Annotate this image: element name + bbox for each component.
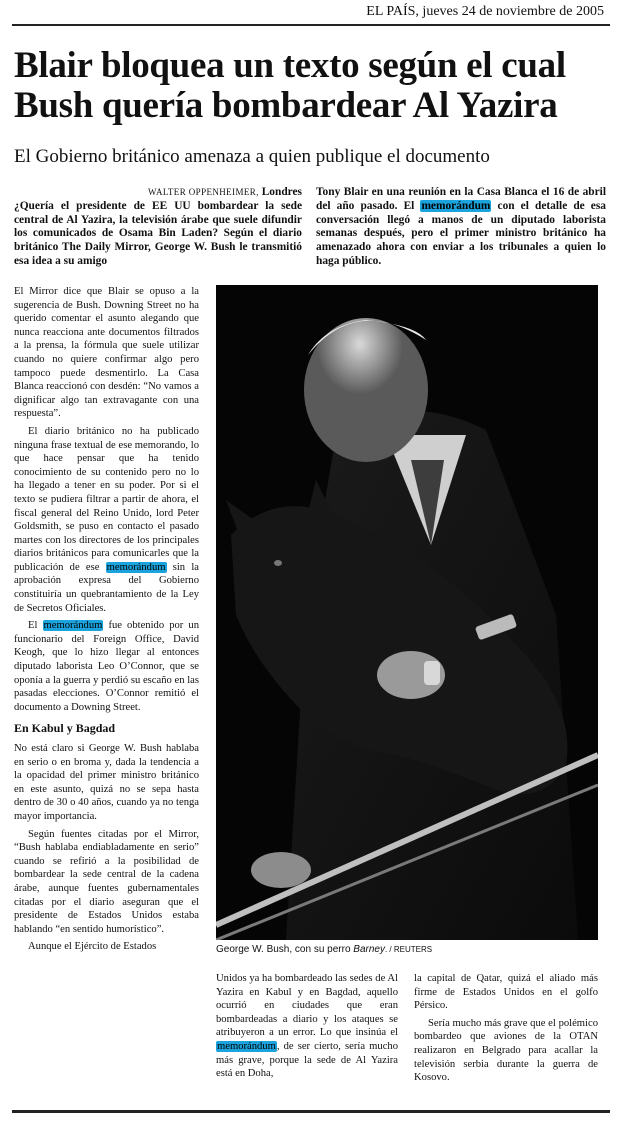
lead-left-text: ¿Quería el presidente de EE UU bombardear la sede central de Al Yazira, la televisión árabe que suele difundir los comunicados de Osama Bin Laden? Según el diario británico The Daily Mirror, George W. Bush le transmitió esa idea a su amigo [14, 199, 302, 267]
col2-paragraph-1 [216, 972, 398, 1081]
caption-text: George W. Bush, con su perro [216, 944, 351, 955]
headline [14, 46, 614, 126]
highlight-memorandum: memorándum [106, 561, 166, 573]
highlight-memorandum: memorándum [217, 1040, 276, 1052]
byline [14, 186, 302, 200]
highlight-memorandum: memorándum [43, 620, 103, 632]
col1-p2-text-2: sin la aprobación expresa del Gobierno constituiría un quebrantamiento de la Ley de Secretos Oficiales. [14, 561, 199, 614]
lead-right-text-2: con el detalle de esa conversación llegó a manos de un diputado laborista semanas después, pero el primer ministro británico ha amenazado ahora con enviar a los tribunales a quien lo haga público. [316, 199, 606, 267]
byline-location: Londres [261, 186, 302, 198]
masthead: EL PAÍS, jueves 24 de noviembre de 2005 [366, 4, 604, 19]
subheadline: El Gobierno británico amenaza a quien publique el documento [14, 146, 490, 167]
headline-line-1: Blair bloquea un texto según el cual [14, 45, 566, 86]
top-rule [12, 24, 610, 26]
lead-right-text-1: Tony Blair en una reunión en la Casa Blanca el 16 de abril del año pasado. El [316, 186, 606, 212]
col1-paragraph-2 [14, 425, 199, 615]
caption-dog-name: Barney [353, 944, 385, 955]
column-2 [216, 972, 398, 1085]
column-1 [14, 285, 199, 958]
col1-p2-text-1: El diario británico no ha publicado ninguna frase textual de ese memorando, lo que hace pensar que ha tenido conocimiento de su contenido pero no lo ha llegado a tener en su poder. Por si el texto se pudiera filtrar a partir de ahora, el fiscal general del Reino Unido, lord Peter Goldsmith, se puso en contacto el pasado martes con los directores de los principales diarios británicos para comunicarles que la publicación de ese [14, 425, 199, 573]
headline-line-2: Bush quería bombardear Al Yazira [14, 85, 558, 126]
col1-paragraph-5: Según fuentes citadas por el Mirror, “Bush hablaba endiabladamente en serio” cuando se refirió a la posibilidad de bombardear la sede central de la cadena árabe, aunque fuentes gubernamentales citadas por el diario aseguran que el presidente de Estados Unidos estaba hablando “en sentido humorístico”. [14, 828, 199, 935]
highlight-memorandum: memorándum [421, 199, 491, 212]
lead-right [316, 186, 606, 269]
caption-credit: . / REUTERS [384, 945, 433, 954]
col3-paragraph-2: Sería mucho más grave que el polémico bombardeo que aviones de la OTAN realizaron en Belgrado para acallar la televisión serbia durante la guerra de Kosovo. [414, 1017, 598, 1084]
col2-p1-text-1: Unidos ya ha bombardeado las sedes de Al Yazira en Kabul y en Bagdad, aquello ocurrió en ciudades que eran bombardeadas a diario y los ataques se atribuyeron a un error. Lo que insinúa el [216, 973, 398, 1039]
col1-paragraph-1: El Mirror dice que Blair se opuso a la sugerencia de Bush. Downing Street no ha querido comentar el asunto alegando que nunca reacciona ante documentos filtrados a la prensa, la fórmula que suele utilizar cuando no quiere confirmar algo pero tampoco puede desmentirlo. La Casa Blanca reaccionó con desdén: “No vamos a dignificar algo tan extravagante con una respuesta”. [14, 286, 199, 420]
bottom-rule [12, 1110, 610, 1113]
lead-left [14, 186, 302, 269]
byline-author: WALTER OPPENHEIMER, [148, 187, 259, 197]
col1-paragraph-6: Aunque el Ejército de Estados [28, 941, 157, 953]
news-photo [216, 285, 598, 940]
col1-p3-text-2: fue obtenido por un funcionario del Foreign Office, David Keogh, que lo hizo llegar al entonces diputado laborista Leo O’Connor, que se oponía a la guerra y perdió su escaño en las pasadas elecciones. O’Connor remitió el documento a Downing Street. [14, 620, 200, 713]
photo-illustration [216, 285, 598, 940]
col3-paragraph-1: la capital de Qatar, quizá el aliado más firme de Estados Unidos en el golfo Pérsico. [414, 973, 598, 1012]
column-3 [414, 972, 598, 1089]
col2-p1-text-2: , de ser cierto, sería mucho más grave, porque la sede de Al Yazira está en Doha, [216, 1040, 398, 1080]
col1-p3-text-1: El [28, 620, 38, 632]
section-title: En Kabul y Bagdad [14, 721, 116, 736]
col1-paragraph-3 [14, 619, 199, 714]
photo-caption [216, 944, 432, 955]
col1-paragraph-4: No está claro si George W. Bush hablaba en serio o en broma y, dada la tendencia a la opacidad del primer ministro británico en este asunto, quizá no se sepa hasta dentro de 30 o 40 años, cuando ya no tenga mayor importancia. [14, 743, 199, 822]
